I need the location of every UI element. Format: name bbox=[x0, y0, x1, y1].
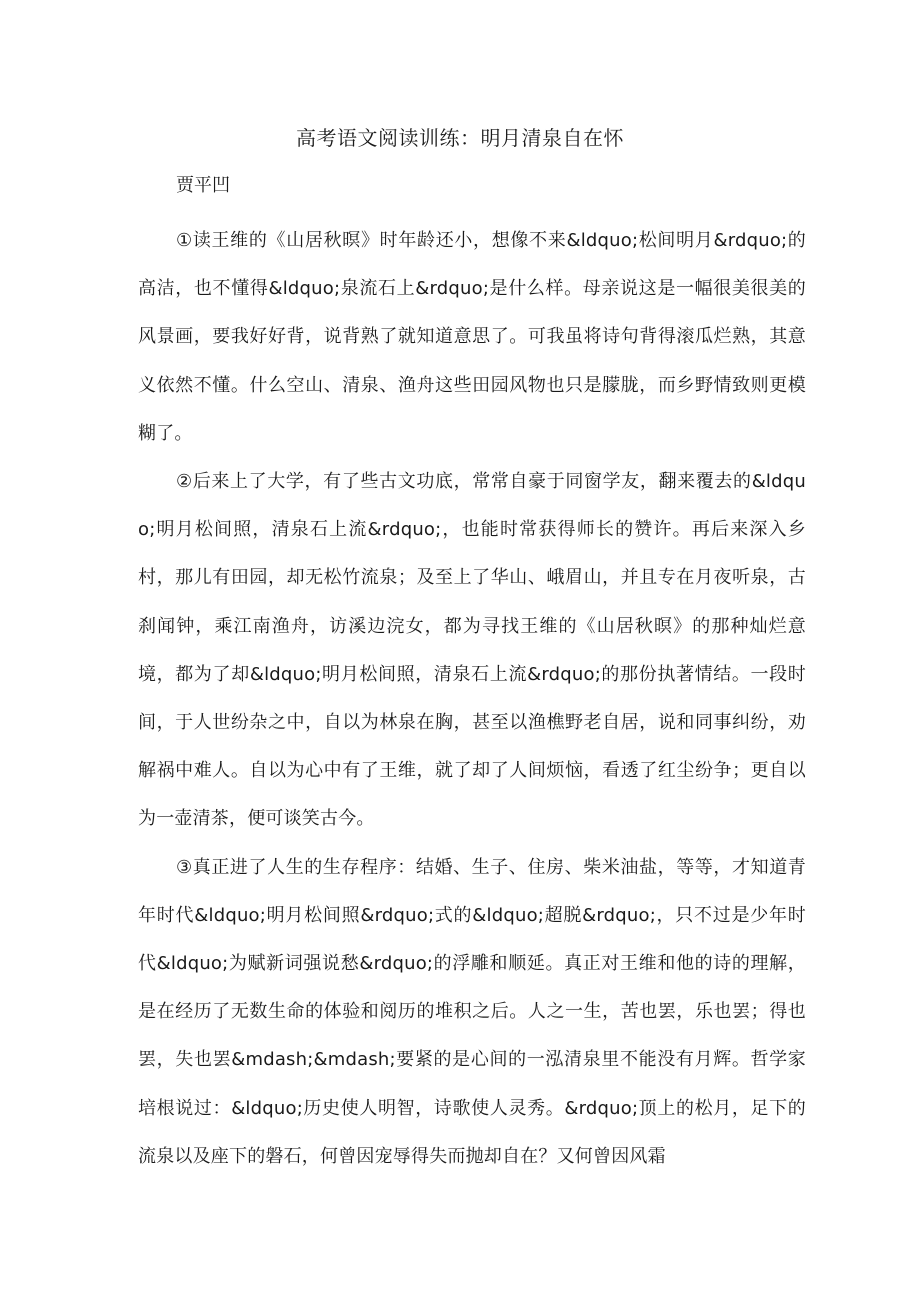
article-body bbox=[138, 217, 806, 1181]
paragraph-3: ③真正进了人生的生存程序：结婚、生子、住房、柴米油盐，等等，才知道青年时代&ldquo;明月松间照&rdquo;式的&ldquo;超脱&rdquo;，只不过是少年时代&ldquo;为赋新词强说愁&rdquo;的浮雕和顺延。真正对王维和他的诗的理解，是在经历了无数生命的体验和阅历的堆积之后。人之一生，苦也罢，乐也罢；得也罢，失也罢&mdash;&mdash;要紧的是心间的一泓清泉里不能没有月辉。哲学家培根说过：&ldquo;历史使人明智，诗歌使人灵秀。&rdquo;顶上的松月，足下的流泉以及座下的磐石，何曾因宠辱得失而抛却自在？又何曾因风霜 bbox=[138, 856, 806, 1167]
paragraph-1: ①读王维的《山居秋暝》时年龄还小，想像不来&ldquo;松间明月&rdquo;的高洁，也不懂得&ldquo;泉流石上&rdquo;是什么样。母亲说这是一幅很美很美的风景画，要我好好背，说背熟了就知道意思了。可我虽将诗句背得滚瓜烂熟，其意义依然不懂。什么空山、清泉、渔舟这些田园风物也只是朦胧，而乡野情致则更模糊了。 bbox=[138, 230, 806, 444]
article-title: 高考语文阅读训练：明月清泉自在怀 bbox=[296, 126, 624, 150]
article-author: 贾平凹 bbox=[176, 175, 230, 196]
paragraph-2: ②后来上了大学，有了些古文功底，常常自豪于同窗学友，翻来覆去的&ldquo;明月松间照，清泉石上流&rdquo;，也能时常获得师长的赞许。再后来深入乡村，那儿有田园，却无松竹流泉；及至上了华山、峨眉山，并且专在月夜听泉，古刹闻钟，乘江南渔舟，访溪边浣女，都为寻找王维的《山居秋暝》的那种灿烂意境，都为了却&ldquo;明月松间照，清泉石上流&rdquo;的那份执著情结。一段时间，于人世纷杂之中，自以为林泉在胸，甚至以渔樵野老自居，说和同事纠纷，劝解祸中难人。自以为心中有了王维，就了却了人间烦恼，看透了红尘纷争；更自以为一壶清茶，便可谈笑古今。 bbox=[138, 471, 806, 830]
